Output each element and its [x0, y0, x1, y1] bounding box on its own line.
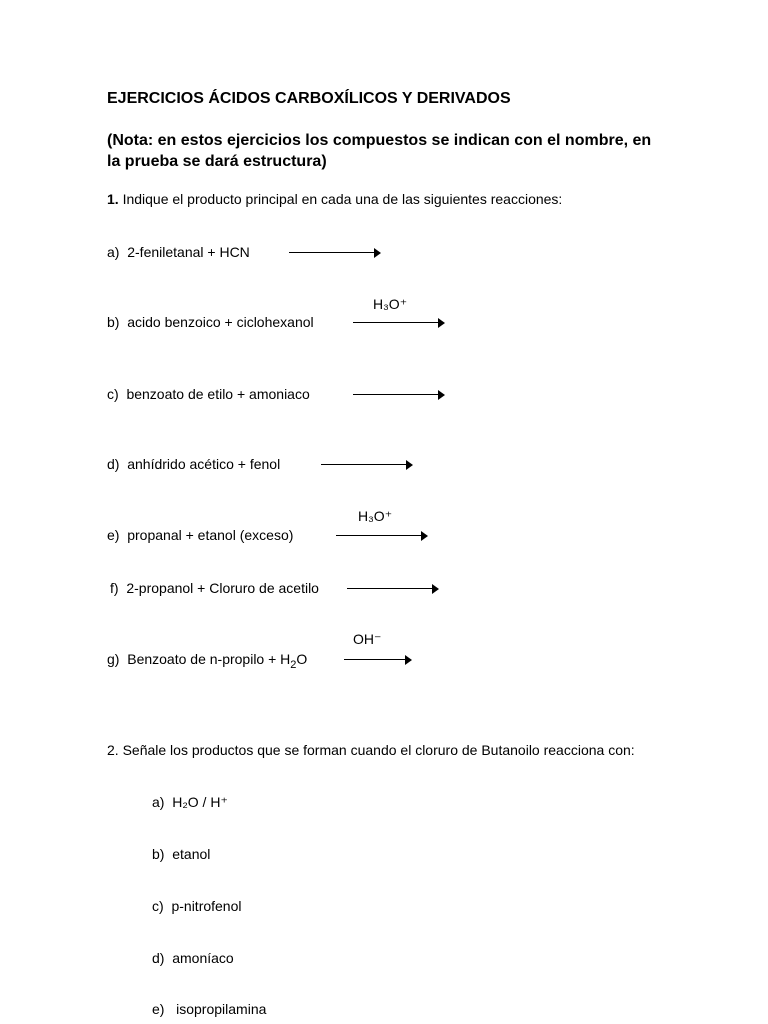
reaction-arrow — [347, 584, 439, 594]
reaction-label: b) — [107, 314, 120, 330]
reaction-condition: OH⁻ — [353, 631, 382, 647]
q2-item-c — [152, 898, 242, 914]
reaction-arrow — [353, 390, 445, 400]
q2-item-e — [152, 1001, 266, 1017]
reaction-a — [107, 244, 250, 260]
reaction-reactants: anhídrido acético + fenol — [127, 456, 281, 472]
reaction-label: d) — [107, 456, 120, 472]
reaction-subscript: 2 — [290, 658, 297, 671]
q2-item-b — [152, 846, 210, 862]
reaction-reactants: Benzoato de n-propilo + H — [127, 651, 291, 667]
reaction-reactants: 2-propanol + Cloruro de acetilo — [126, 580, 319, 596]
item-text: amoníaco — [172, 950, 234, 966]
reaction-b — [107, 314, 314, 330]
item-label: a) — [152, 794, 165, 810]
reaction-f — [110, 580, 319, 596]
item-text: H₂O / H⁺ — [172, 794, 228, 810]
item-text: isopropilamina — [172, 1001, 267, 1017]
reaction-label: g) — [107, 651, 120, 667]
q2-item-a — [152, 794, 228, 811]
reaction-label: c) — [107, 386, 119, 402]
reaction-d — [107, 456, 280, 472]
reaction-label: a) — [107, 244, 120, 260]
question-1-number: 1. — [107, 191, 119, 207]
reaction-label: e) — [107, 527, 120, 543]
reaction-arrow — [353, 318, 445, 328]
reaction-arrow — [344, 655, 412, 665]
reaction-condition: H₃O⁺ — [373, 296, 408, 312]
reaction-reactants: propanal + etanol (exceso) — [127, 527, 294, 543]
item-text: etanol — [172, 846, 211, 862]
question-1-prompt: Indique el producto principal en cada una de las siguientes reacciones: — [118, 191, 563, 207]
item-text: p-nitrofenol — [171, 898, 242, 914]
reaction-c — [107, 386, 310, 402]
reaction-arrow — [321, 460, 413, 470]
note-text: (Nota: en estos ejercicios los compuestos se indican con el nombre, en la prueba se dará estructura) — [107, 132, 652, 170]
reaction-reactants: benzoato de etilo + amoniaco — [126, 386, 310, 402]
question-1 — [107, 191, 562, 207]
reaction-g — [107, 651, 307, 671]
reaction-reactants: 2-feniletanal + HCN — [127, 244, 250, 260]
item-label: b) — [152, 846, 165, 862]
item-label: e) — [152, 1001, 165, 1017]
reaction-condition: H₃O⁺ — [358, 508, 393, 524]
reaction-reactants-end: O — [296, 651, 308, 667]
reaction-reactants: acido benzoico + ciclohexanol — [127, 314, 314, 330]
question-2-prompt: 2. Señale los productos que se forman cuando el cloruro de Butanoilo reacciona con: — [107, 742, 635, 758]
q2-item-d — [152, 950, 234, 966]
page-title: EJERCICIOS ÁCIDOS CARBOXÍLICOS Y DERIVADOS — [107, 90, 511, 107]
reaction-arrow — [336, 531, 428, 541]
reaction-arrow — [289, 248, 381, 258]
reaction-label: f) — [110, 580, 119, 596]
item-label: c) — [152, 898, 164, 914]
reaction-e — [107, 527, 293, 543]
item-label: d) — [152, 950, 165, 966]
